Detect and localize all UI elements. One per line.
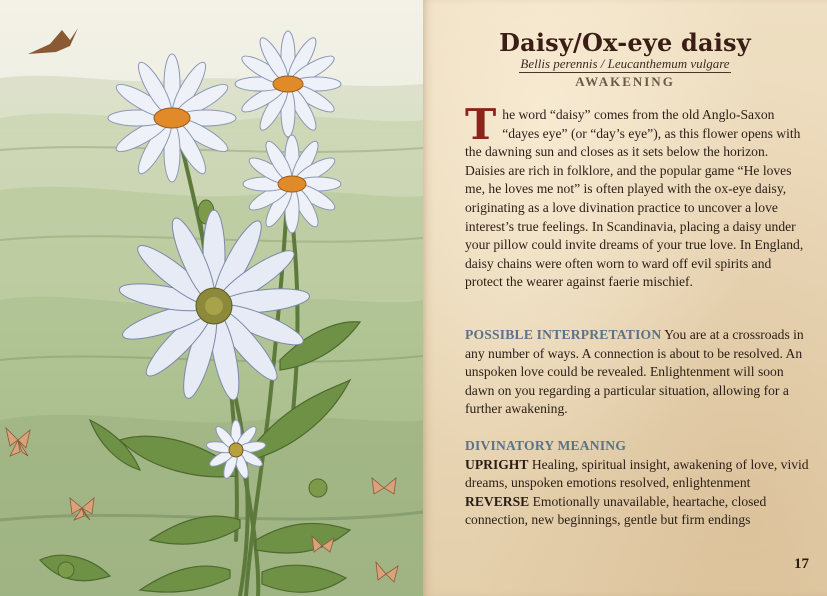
upright-text: Healing, spiritual insight, awakening of love, vivid dreams, unspoken emotions resolved, enlightenment — [465, 456, 809, 491]
latin-underline — [519, 72, 731, 73]
page-number: 17 — [794, 556, 809, 572]
divinatory-meaning-section — [465, 437, 810, 530]
interpretation-heading: POSSIBLE INTERPRETATION — [465, 327, 662, 342]
interpretation-paragraph — [465, 326, 810, 419]
divinatory-heading: DIVINATORY MEANING — [465, 438, 627, 453]
reverse-text: Emotionally unavailable, heartache, closed connection, new beginnings, gentle but firm endings — [465, 493, 767, 528]
intro-text: he word “daisy” comes from the old Anglo-Saxon “dayes eye” (or “day’s eye”), as this flower opens with the dawning sun and closes as it sets below the horizon. Daisies are rich in folklore, and the popular game “He loves me, he loves me not” is often played with the ox-eye daisy, originating as a love divination practice to uncover a love interest’s true feelings. In Scandinavia, placing a daisy under your pillow could invite dreams of your true love. In England, daisy chains were often worn to ward off evil spirits and protect the wearer against faerie mischief. — [465, 107, 804, 290]
reverse-label: REVERSE — [465, 493, 530, 509]
interpretation-text: You are at a crossroads in any number of ways. A connection is about to be resolved. An unspoken love could be revealed. Enlightenment will soon dawn on you regarding a particular situation, allowing for a further awakening. — [465, 327, 804, 417]
intro-paragraph — [465, 100, 810, 292]
reverse-entry — [465, 493, 810, 530]
card-keyword: AWAKENING — [575, 74, 675, 89]
card-title: Daisy/Ox-eye daisy — [499, 28, 751, 57]
upright-entry — [465, 456, 810, 493]
text-page — [423, 0, 827, 596]
upright-label: UPRIGHT — [465, 456, 529, 472]
bird-icon — [28, 28, 78, 54]
drop-cap: T — [465, 100, 497, 149]
latin-names: Bellis perennis / Leucanthemum vulgare — [520, 56, 730, 71]
